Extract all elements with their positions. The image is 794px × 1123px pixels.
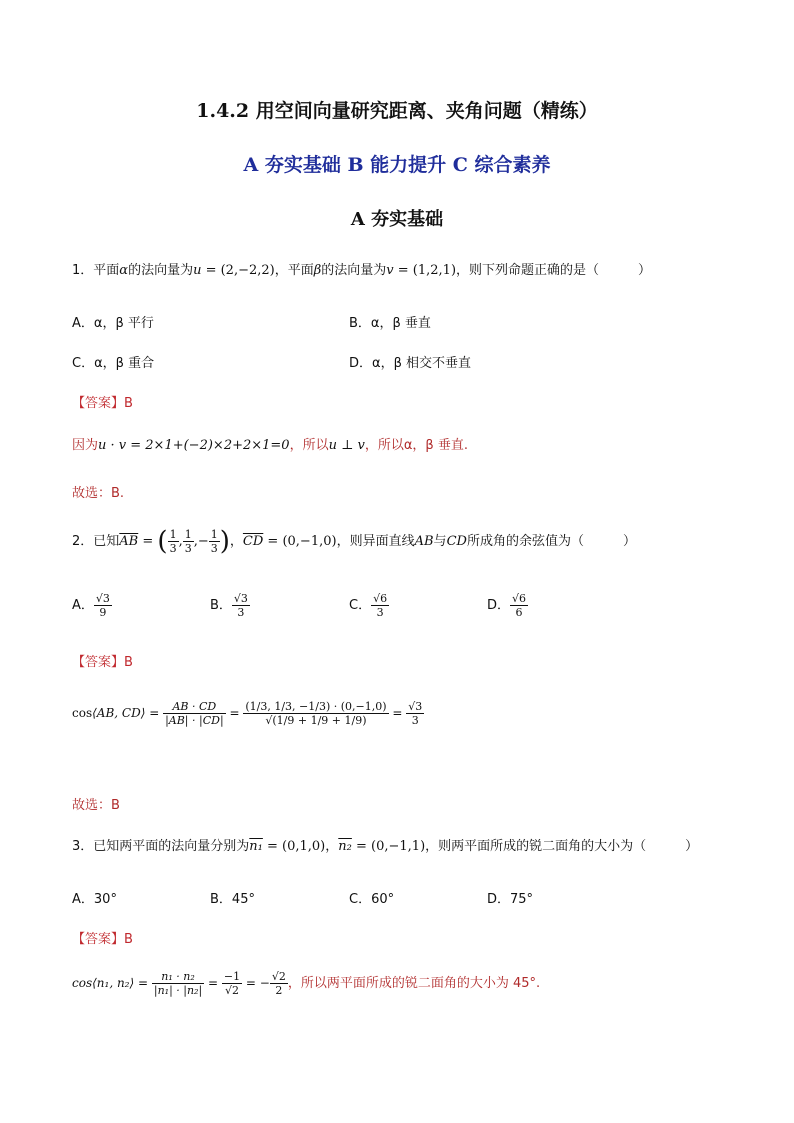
vector-n1: n₁: [249, 839, 263, 854]
vector-cd: $\overline{CD}$: [242, 534, 264, 549]
q3-option-d: D．75°: [487, 892, 534, 907]
q1-option-a: A．α，β 平行: [72, 316, 154, 331]
vector-n2: n₂: [338, 839, 352, 854]
q3-option-c: C．60°: [349, 892, 395, 907]
q1-choose: 故选：B.: [72, 486, 125, 501]
q3-solution: cos⟨n₁, n₂⟩ = $\frac{\text{n₁ · n₂}}{\text{|n₁| · |n₂|}}$ = $\frac{-1}{√2}$ = − $\frac{√2}{2}$ ，所以两平面所成的锐二面角的大小为 45°.: [72, 970, 541, 997]
q2-option-b: B． $\frac{√3}{3}$: [210, 592, 248, 619]
q3-answer: 【答案】B: [72, 932, 133, 947]
q1-stem: 1．平面α的法向量为u = (2,−2,2)，平面β的法向量为v = (1,2,1)，则下列命题正确的是（ ）: [72, 263, 652, 278]
q2-solution-formula: cos⟨AB, CD⟩ = $\frac{AB \cdot CD}{|AB| \cdot |CD|}$ = $\frac{(1/3, 1/3, -1/3) \cdot (0,-1,0)}{√(1/9 + 1/9 + 1/9)}$ = $\frac{√3}{3}$: [72, 700, 423, 727]
q1-option-c: C．α，β 重合: [72, 356, 155, 371]
q3-stem: 3．已知两平面的法向量分别为n₁ = (0,1,0)，n₂ = (0,−1,1)，则两平面所成的锐二面角的大小为（ ）: [72, 839, 699, 854]
q3-option-a: A．30°: [72, 892, 117, 907]
page-subtitle: A 夯实基础 B 能力提升 C 综合素养: [243, 154, 551, 176]
q2-choose: 故选：B: [72, 798, 120, 813]
q2-option-a: A． $\frac{√3}{9}$: [72, 592, 110, 619]
page-title: 1.4.2 用空间向量研究距离、夹角问题（精练）: [196, 100, 598, 122]
q2-stem: 2．已知$\overline{AB}$ = ( $\frac{1}{3}$ , $\frac{1}{3}$ ,− $\frac{1}{3}$ )，$\overline{CD} = (0,-1,0)$，则异面直线AB与CD所成角的余弦值为（ ）: [72, 526, 636, 557]
q1-answer: 【答案】B: [72, 396, 133, 411]
vector-v: v: [386, 263, 394, 278]
q2-answer: 【答案】B: [72, 655, 133, 670]
section-heading: A 夯实基础: [350, 209, 444, 230]
vector-ab: $\overline{AB}$: [119, 534, 139, 549]
vector-u: u: [193, 263, 202, 278]
q2-option-d: D． $\frac{√6}{6}$: [487, 592, 527, 619]
q2-option-c: C． $\frac{√6}{3}$: [349, 592, 388, 619]
q1-solution: 因为u · v = 2×1+(−2)×2+2×1=0，所以u ⊥ v，所以α，β 垂直.: [72, 438, 468, 453]
q3-option-b: B．45°: [210, 892, 255, 907]
q1-option-b: B．α，β 垂直: [349, 316, 431, 331]
q1-option-d: D．α，β 相交不垂直: [349, 356, 472, 371]
